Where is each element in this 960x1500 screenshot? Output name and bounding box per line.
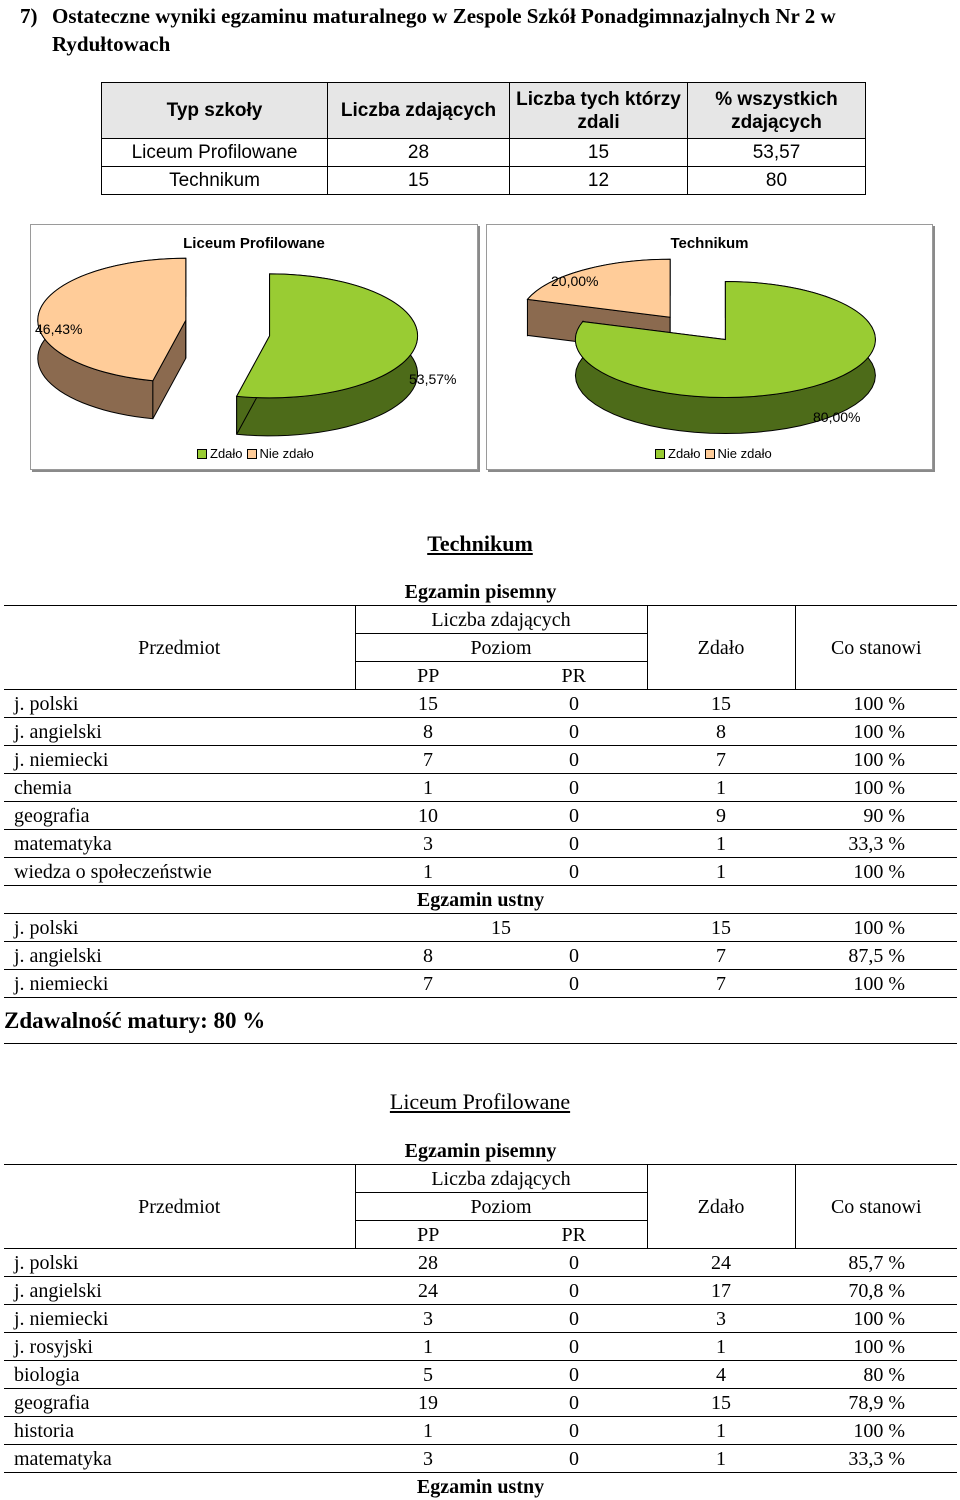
- cell-zdalo: 1: [647, 774, 795, 802]
- col-pp: PP: [355, 662, 501, 690]
- heading-number: 7): [20, 2, 38, 30]
- pie-label-zdalo: 80,00%: [813, 409, 860, 425]
- cell-percent: 78,9 %: [795, 1389, 957, 1417]
- col-zdalo: Zdało: [647, 1165, 795, 1249]
- cell-pr: 0: [501, 1333, 647, 1361]
- col-co-stanowi: Co stanowi: [795, 1165, 957, 1249]
- cell-subject: j. niemiecki: [4, 1305, 355, 1333]
- cell-zdalo: 3: [647, 1305, 795, 1333]
- table-row: [4, 1361, 957, 1389]
- summary-header-cell: Typ szkoły: [102, 83, 328, 139]
- cell-pr: 0: [501, 1445, 647, 1473]
- cell-subject: j. angielski: [4, 718, 355, 746]
- pie-label-nie-zdalo: 46,43%: [35, 321, 82, 337]
- cell-zdalo: 1: [647, 1445, 795, 1473]
- cell-pr: 0: [501, 1361, 647, 1389]
- summary-row: [102, 139, 866, 167]
- cell-percent: 100 %: [795, 746, 957, 774]
- pie-legend: [197, 446, 318, 461]
- cell-zdalo: 8: [647, 718, 795, 746]
- pie-label-zdalo: 53,57%: [409, 371, 456, 387]
- cell-percent: 100 %: [795, 858, 957, 886]
- cell-pp: 24: [355, 1277, 501, 1305]
- cell-zdalo: 15: [647, 914, 795, 942]
- cell-pp: 8: [355, 942, 501, 970]
- cell-subject: j. polski: [4, 690, 355, 718]
- legend-swatch-nie-zdalo: [247, 449, 257, 459]
- cell-zdalo: 7: [647, 970, 795, 998]
- col-pr: PR: [501, 1221, 647, 1249]
- final-pass-rate: Zdawalność matury: 80 %: [4, 998, 957, 1044]
- table-header-row: [4, 1473, 957, 1500]
- summary-header-cell: Liczba tych którzy zdali: [510, 83, 688, 139]
- technikum-table: [4, 578, 957, 1044]
- pie-title: Technikum: [487, 235, 932, 252]
- cell-pr: 0: [501, 802, 647, 830]
- cell-percent: 100 %: [795, 690, 957, 718]
- table-row: [4, 746, 957, 774]
- table-row: [4, 718, 957, 746]
- summary-header-cell: Liczba zdających: [328, 83, 510, 139]
- cell-percent: 100 %: [795, 970, 957, 998]
- heading-text: Ostateczne wyniki egzaminu maturalnego w Zespole Szkół Ponadgimnazjalnych Nr 2 w Rydułtowach: [52, 2, 940, 58]
- legend-swatch-zdalo: [655, 449, 665, 459]
- table-header-row: [4, 1137, 957, 1165]
- pie-legend: [655, 446, 776, 461]
- table-row: [4, 830, 957, 858]
- cell-pr: 0: [501, 1305, 647, 1333]
- pie-title: Liceum Profilowane: [31, 235, 477, 252]
- col-przedmiot: Przedmiot: [4, 1165, 355, 1249]
- table-row: [4, 858, 957, 886]
- cell-pp: 10: [355, 802, 501, 830]
- legend-swatch-zdalo: [197, 449, 207, 459]
- table-row: [4, 802, 957, 830]
- cell-pr: 0: [501, 718, 647, 746]
- written-exam-label: Egzamin pisemny: [4, 1137, 957, 1165]
- cell-pp: 19: [355, 1389, 501, 1417]
- cell-pr: 0: [501, 830, 647, 858]
- summary-row: [102, 167, 866, 195]
- table-header-row: [4, 578, 957, 606]
- summary-header-row: [102, 83, 866, 139]
- liceum-table: [4, 1137, 957, 1500]
- written-exam-label: Egzamin pisemny: [4, 578, 957, 606]
- cell-subject: matematyka: [4, 1445, 355, 1473]
- cell-subject: j. niemiecki: [4, 970, 355, 998]
- cell-pr: 0: [501, 858, 647, 886]
- cell-pp: 1: [355, 774, 501, 802]
- cell-subject: j. polski: [4, 914, 355, 942]
- table-row: [4, 1305, 957, 1333]
- cell-percent: 80 %: [795, 1361, 957, 1389]
- cell-percent: 100 %: [795, 1305, 957, 1333]
- table-header-row: [4, 1165, 957, 1193]
- table-row: [4, 1445, 957, 1473]
- table-row: [4, 690, 957, 718]
- cell-pr: 0: [501, 746, 647, 774]
- cell-pp: 5: [355, 1361, 501, 1389]
- summary-cell: 28: [328, 139, 510, 167]
- col-poziom: Poziom: [355, 634, 647, 662]
- cell-percent: 100 %: [795, 914, 957, 942]
- cell-zdalo: 1: [647, 858, 795, 886]
- cell-zdalo: 24: [647, 1249, 795, 1277]
- table-header-row: [4, 606, 957, 634]
- cell-percent: 70,8 %: [795, 1277, 957, 1305]
- table-row: [4, 1417, 957, 1445]
- col-liczba: Liczba zdających: [355, 1165, 647, 1193]
- legend-label-zdalo: Zdało: [210, 446, 243, 461]
- cell-pr: 0: [501, 1277, 647, 1305]
- summary-cell: 12: [510, 167, 688, 195]
- cell-pp: 1: [355, 858, 501, 886]
- cell-pp: 3: [355, 1305, 501, 1333]
- cell-subject: j. angielski: [4, 942, 355, 970]
- table-row: [4, 1277, 957, 1305]
- legend-swatch-nie-zdalo: [705, 449, 715, 459]
- cell-subject: biologia: [4, 1361, 355, 1389]
- table-row: [4, 942, 957, 970]
- table-row: [4, 774, 957, 802]
- cell-zdalo: 17: [647, 1277, 795, 1305]
- summary-cell: Liceum Profilowane: [102, 139, 328, 167]
- cell-zdalo: 1: [647, 1333, 795, 1361]
- cell-pp: 1: [355, 1417, 501, 1445]
- summary-table: [101, 82, 866, 195]
- cell-subject: historia: [4, 1417, 355, 1445]
- legend-label-zdalo: Zdało: [668, 446, 701, 461]
- cell-subject: wiedza o społeczeństwie: [4, 858, 355, 886]
- cell-zdalo: 7: [647, 746, 795, 774]
- cell-pp: 7: [355, 970, 501, 998]
- cell-subject: j. niemiecki: [4, 746, 355, 774]
- col-poziom: Poziom: [355, 1193, 647, 1221]
- cell-percent: 90 %: [795, 802, 957, 830]
- cell-pr: 0: [501, 690, 647, 718]
- oral-exam-label: Egzamin ustny: [4, 886, 957, 914]
- cell-pp: 15: [355, 914, 647, 942]
- cell-percent: 100 %: [795, 774, 957, 802]
- pie-chart-technikum: [487, 225, 932, 469]
- table-header-row: [4, 886, 957, 914]
- pie-chart-liceum: [31, 225, 477, 469]
- pie-panel-technikum: [486, 224, 933, 470]
- summary-header-cell: % wszystkich zdających: [688, 83, 866, 139]
- cell-subject: geografia: [4, 802, 355, 830]
- table-row: [4, 1249, 957, 1277]
- cell-zdalo: 15: [647, 1389, 795, 1417]
- cell-subject: j. angielski: [4, 1277, 355, 1305]
- cell-subject: chemia: [4, 774, 355, 802]
- summary-cell: Technikum: [102, 167, 328, 195]
- col-zdalo: Zdało: [647, 606, 795, 690]
- cell-pr: 0: [501, 1389, 647, 1417]
- pie-label-nie-zdalo: 20,00%: [551, 273, 598, 289]
- cell-subject: j. polski: [4, 1249, 355, 1277]
- col-pr: PR: [501, 662, 647, 690]
- cell-subject: j. rosyjski: [4, 1333, 355, 1361]
- cell-pr: 0: [501, 774, 647, 802]
- table-row: [4, 970, 957, 998]
- liceum-title: Liceum Profilowane: [0, 1089, 960, 1115]
- cell-pp: 28: [355, 1249, 501, 1277]
- cell-percent: 100 %: [795, 718, 957, 746]
- cell-pr: 0: [501, 1249, 647, 1277]
- summary-cell: 15: [328, 167, 510, 195]
- pie-panel-liceum: [30, 224, 478, 470]
- final-row: [4, 998, 957, 1044]
- cell-percent: 85,7 %: [795, 1249, 957, 1277]
- cell-percent: 33,3 %: [795, 1445, 957, 1473]
- summary-cell: 53,57: [688, 139, 866, 167]
- legend-label-nie-zdalo: Nie zdało: [260, 446, 314, 461]
- table-row: [4, 914, 957, 942]
- table-row: [4, 1389, 957, 1417]
- cell-pr: 0: [501, 942, 647, 970]
- col-przedmiot: Przedmiot: [4, 606, 355, 690]
- cell-pp: 1: [355, 1333, 501, 1361]
- cell-subject: matematyka: [4, 830, 355, 858]
- cell-percent: 33,3 %: [795, 830, 957, 858]
- legend-label-nie-zdalo: Nie zdało: [718, 446, 772, 461]
- cell-pp: 15: [355, 690, 501, 718]
- summary-cell: 15: [510, 139, 688, 167]
- cell-pp: 3: [355, 1445, 501, 1473]
- col-liczba: Liczba zdających: [355, 606, 647, 634]
- col-co-stanowi: Co stanowi: [795, 606, 957, 690]
- cell-pr: 0: [501, 1417, 647, 1445]
- col-pp: PP: [355, 1221, 501, 1249]
- cell-zdalo: 1: [647, 1417, 795, 1445]
- cell-percent: 100 %: [795, 1417, 957, 1445]
- cell-pr: 0: [501, 970, 647, 998]
- cell-subject: geografia: [4, 1389, 355, 1417]
- cell-zdalo: 15: [647, 690, 795, 718]
- table-row: [4, 1333, 957, 1361]
- cell-zdalo: 7: [647, 942, 795, 970]
- cell-zdalo: 4: [647, 1361, 795, 1389]
- cell-zdalo: 1: [647, 830, 795, 858]
- cell-percent: 87,5 %: [795, 942, 957, 970]
- technikum-title: Technikum: [0, 531, 960, 557]
- summary-cell: 80: [688, 167, 866, 195]
- cell-pp: 8: [355, 718, 501, 746]
- section-heading: [20, 2, 940, 58]
- cell-pp: 7: [355, 746, 501, 774]
- cell-percent: 100 %: [795, 1333, 957, 1361]
- cell-pp: 3: [355, 830, 501, 858]
- oral-exam-label: Egzamin ustny: [4, 1473, 957, 1500]
- cell-zdalo: 9: [647, 802, 795, 830]
